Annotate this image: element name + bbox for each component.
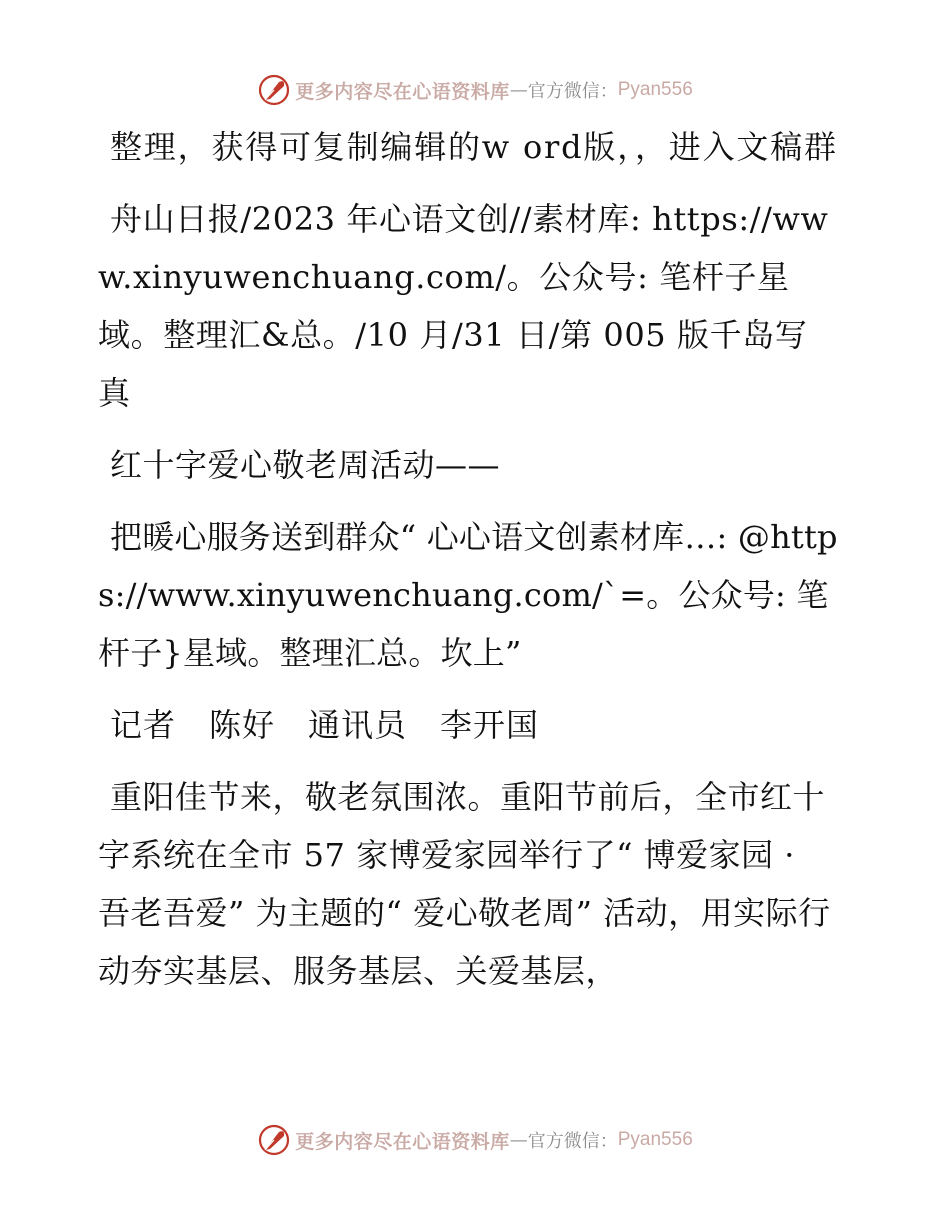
paragraph-subheadline: 把暖心服务送到群众“ 心心语文创素材库…: @https://www.xinyuwenchuang.com/`=。公众号: 笔杆子}星域。整理汇总。坎上” [98,518,838,672]
document-body [98,118,838,1014]
banner-separator: — [509,79,528,101]
paragraph-source: 舟山日报/2023 年心语文创//素材库: https://www.xinyuwenchuang.com/。公众号: 笔杆子星域。整理汇&总。/10 月/31 日/第 005 版千岛写真 [98,200,829,412]
paragraph-body: 重阳佳节来，敬老氛围浓。重阳节前后，全市红十字系统在全市 57 家博爱家园举行了“ 博爱家园 · 吾老吾爱” 为主题的“ 爱心敬老周” 活动，用实际行动夯实基层、服务基层、关爱基层， [98,778,831,990]
quill-pen-circle-icon [257,73,291,107]
footer-watermark-banner [0,1120,950,1160]
banner-wechat-label: 官方微信： [527,81,618,102]
banner-wechat-id: Pyan556 [617,79,693,100]
banner-separator: — [509,1129,528,1151]
paragraph-byline: 记者 陈好 通讯员 李开国 [110,706,540,744]
paragraph-intro: 整理，获得可复制编辑的w ord版，，进入文稿群 [110,128,838,166]
paragraph-headline: 红十字爱心敬老周活动—— [110,446,501,484]
header-watermark-banner [0,70,950,110]
quill-pen-circle-icon [257,1123,291,1157]
banner-wechat-id: Pyan556 [617,1129,693,1150]
banner-wechat-label: 官方微信： [527,1131,618,1152]
banner-site-text: 更多内容尽在心语资料库 [295,80,510,103]
banner-site-text: 更多内容尽在心语资料库 [295,1130,510,1153]
